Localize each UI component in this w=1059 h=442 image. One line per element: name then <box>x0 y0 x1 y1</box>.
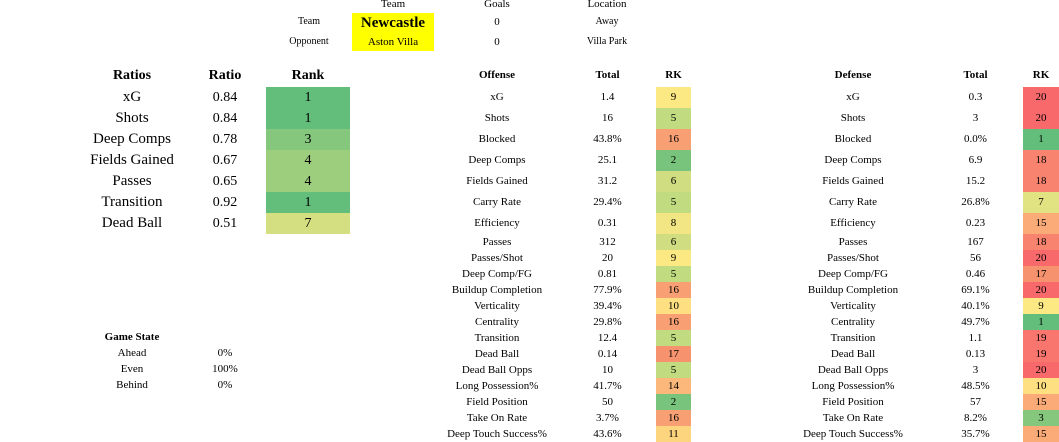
offense-row-label: Field Position <box>466 396 528 408</box>
offense-row-rank: 5 <box>656 330 691 346</box>
game-state-title: Game State <box>104 331 160 343</box>
offense-row-total: 10 <box>602 364 613 376</box>
team-goals: 0 <box>494 16 500 28</box>
defense-row-rank: 3 <box>1023 410 1059 426</box>
ratios-header: Ratios <box>112 68 152 83</box>
offense-row-total: 25.1 <box>597 154 618 166</box>
offense-row-total: 29.4% <box>593 196 622 208</box>
offense-row-rank: 16 <box>656 314 691 330</box>
defense-row-label: Efficiency <box>830 217 876 229</box>
defense-row-rank: 15 <box>1023 426 1059 442</box>
defense-row-total: 8.2% <box>964 412 987 424</box>
game-state-label: Behind <box>116 379 148 391</box>
offense-row-label: Centrality <box>475 316 519 328</box>
offense-row-total: 312 <box>599 236 616 248</box>
ratio-row-rank: 4 <box>266 150 350 171</box>
defense-row-label: Blocked <box>834 133 872 145</box>
offense-row-total: 0.31 <box>597 217 618 229</box>
team-label: Team <box>297 16 321 27</box>
defense-row-label: Centrality <box>831 316 875 328</box>
defense-row-total: 35.7% <box>961 428 990 440</box>
defense-row-rank: 18 <box>1023 171 1059 192</box>
ratio-row-rank: 1 <box>266 192 350 213</box>
ratio-row-label: Fields Gained <box>90 152 174 168</box>
defense-row-rank: 20 <box>1023 250 1059 266</box>
offense-row-total: 31.2 <box>597 175 618 187</box>
defense-row-label: Dead Ball Opps <box>817 364 889 376</box>
header-col-goals: Goals <box>484 0 510 10</box>
defense-row-rank: 10 <box>1023 378 1059 394</box>
offense-row-rank: 10 <box>656 298 691 314</box>
offense-row-total: 0.81 <box>597 268 618 280</box>
offense-row-label: xG <box>490 91 504 103</box>
defense-row-label: Take On Rate <box>822 412 884 424</box>
defense-row-label: Deep Comps <box>824 154 882 166</box>
defense-row-rank: 20 <box>1023 362 1059 378</box>
offense-row-total: 39.4% <box>593 300 622 312</box>
offense-total-header: Total <box>595 69 620 81</box>
offense-row-rank: 2 <box>656 394 691 410</box>
ratio-row-label: xG <box>122 89 142 105</box>
ratio-row-label: Transition <box>101 194 163 210</box>
offense-row-label: Deep Comps <box>468 154 526 166</box>
defense-row-rank: 1 <box>1023 314 1059 330</box>
defense-row-total: 167 <box>967 236 984 248</box>
defense-row-total: 0.23 <box>965 217 986 229</box>
ratio-row-label: Deep Comps <box>93 131 171 147</box>
offense-row-total: 3.7% <box>596 412 619 424</box>
defense-row-label: Long Possession% <box>811 380 895 392</box>
header-col-location: Location <box>587 0 627 10</box>
defense-row-label: Deep Comp/FG <box>818 268 888 280</box>
defense-row-total: 0.3 <box>968 91 983 103</box>
defense-row-label: Fields Gained <box>822 175 884 187</box>
defense-row-rank: 15 <box>1023 394 1059 410</box>
opponent-goals: 0 <box>494 36 500 48</box>
ratio-row-value: 0.78 <box>212 132 238 147</box>
defense-row-rank: 20 <box>1023 87 1059 108</box>
defense-row-total: 40.1% <box>961 300 990 312</box>
offense-row-label: Dead Ball Opps <box>461 364 533 376</box>
defense-row-total: 1.1 <box>968 332 983 344</box>
game-state-label: Even <box>120 363 144 375</box>
defense-row-total: 3 <box>972 364 979 376</box>
game-state-value: 0% <box>217 347 233 359</box>
team-name: Newcastle <box>352 13 434 33</box>
defense-row-total: 49.7% <box>961 316 990 328</box>
offense-row-label: Blocked <box>478 133 516 145</box>
defense-row-label: Carry Rate <box>829 196 877 208</box>
defense-total-header: Total <box>963 69 988 81</box>
defense-row-label: Passes <box>838 236 868 248</box>
defense-row-total: 3 <box>972 112 979 124</box>
rank-header: Rank <box>291 68 325 83</box>
offense-row-label: Passes/Shot <box>471 252 523 264</box>
offense-row-label: Passes <box>482 236 512 248</box>
offense-row-label: Dead Ball <box>474 348 520 360</box>
offense-row-label: Carry Rate <box>473 196 521 208</box>
defense-row-label: Buildup Completion <box>807 284 899 296</box>
offense-row-rank: 17 <box>656 346 691 362</box>
defense-row-total: 56 <box>970 252 981 264</box>
offense-row-rank: 5 <box>656 266 691 282</box>
offense-row-label: Verticality <box>474 300 520 312</box>
offense-row-total: 43.6% <box>593 428 622 440</box>
game-state-value: 0% <box>217 379 233 391</box>
defense-row-label: Field Position <box>822 396 884 408</box>
defense-row-rank: 9 <box>1023 298 1059 314</box>
ratio-row-value: 0.51 <box>212 216 238 231</box>
ratio-row-value: 0.84 <box>212 111 238 126</box>
defense-row-rank: 15 <box>1023 213 1059 234</box>
defense-row-total: 69.1% <box>961 284 990 296</box>
ratio-row-rank: 4 <box>266 171 350 192</box>
ratio-row-rank: 1 <box>266 108 350 129</box>
offense-row-rank: 6 <box>656 171 691 192</box>
defense-row-label: Dead Ball <box>830 348 876 360</box>
offense-row-label: Take On Rate <box>466 412 528 424</box>
offense-row-label: Transition <box>474 332 520 344</box>
game-state-value: 100% <box>212 363 238 375</box>
offense-row-total: 1.4 <box>600 91 615 103</box>
offense-row-total: 16 <box>602 112 613 124</box>
defense-row-rank: 7 <box>1023 192 1059 213</box>
offense-row-rank: 8 <box>656 213 691 234</box>
defense-row-total: 26.8% <box>961 196 990 208</box>
ratio-row-label: Shots <box>115 110 149 126</box>
ratio-row-rank: 7 <box>266 213 350 234</box>
offense-row-rank: 16 <box>656 129 691 150</box>
offense-row-rank: 6 <box>656 234 691 250</box>
defense-row-rank: 20 <box>1023 282 1059 298</box>
defense-row-rank: 19 <box>1023 346 1059 362</box>
defense-row-label: Deep Touch Success% <box>803 428 903 440</box>
ratio-header: Ratio <box>208 68 242 83</box>
offense-row-total: 29.8% <box>593 316 622 328</box>
offense-row-total: 12.4 <box>597 332 618 344</box>
offense-row-label: Deep Comp/FG <box>462 268 532 280</box>
offense-row-rank: 5 <box>656 362 691 378</box>
defense-row-rank: 20 <box>1023 108 1059 129</box>
opponent-label: Opponent <box>289 36 329 47</box>
offense-row-label: Buildup Completion <box>451 284 543 296</box>
offense-row-label: Deep Touch Success% <box>447 428 547 440</box>
offense-row-rank: 16 <box>656 282 691 298</box>
offense-row-label: Shots <box>484 112 510 124</box>
offense-row-total: 20 <box>602 252 613 264</box>
offense-row-label: Fields Gained <box>466 175 528 187</box>
ratio-row-value: 0.67 <box>212 153 238 168</box>
ratio-row-label: Passes <box>112 173 152 189</box>
defense-row-total: 0.13 <box>965 348 986 360</box>
game-state-label: Ahead <box>117 347 147 359</box>
offense-row-rank: 11 <box>656 426 691 442</box>
defense-row-rank: 18 <box>1023 150 1059 171</box>
defense-row-label: Verticality <box>830 300 876 312</box>
defense-rk-header: RK <box>1032 69 1050 81</box>
offense-row-rank: 16 <box>656 410 691 426</box>
defense-row-label: Shots <box>840 112 866 124</box>
defense-row-rank: 18 <box>1023 234 1059 250</box>
defense-row-total: 0.46 <box>965 268 986 280</box>
offense-row-rank: 2 <box>656 150 691 171</box>
team-location: Away <box>595 16 619 27</box>
offense-row-label: Long Possession% <box>455 380 539 392</box>
ratio-row-rank: 1 <box>266 87 350 108</box>
defense-row-label: Passes/Shot <box>827 252 879 264</box>
offense-row-total: 0.14 <box>597 348 618 360</box>
offense-row-total: 43.8% <box>593 133 622 145</box>
header-col-team: Team <box>380 0 406 10</box>
offense-row-rank: 5 <box>656 192 691 213</box>
opponent-name: Aston Villa <box>352 33 434 51</box>
offense-row-total: 41.7% <box>593 380 622 392</box>
ratio-row-rank: 3 <box>266 129 350 150</box>
defense-row-rank: 19 <box>1023 330 1059 346</box>
offense-row-label: Efficiency <box>474 217 520 229</box>
defense-row-total: 48.5% <box>961 380 990 392</box>
defense-row-total: 57 <box>970 396 981 408</box>
defense-row-total: 0.0% <box>964 133 987 145</box>
offense-rk-header: RK <box>665 69 682 81</box>
offense-row-rank: 5 <box>656 108 691 129</box>
defense-row-label: Transition <box>830 332 876 344</box>
ratio-row-value: 0.92 <box>212 195 238 210</box>
opponent-location: Villa Park <box>586 36 628 47</box>
defense-row-rank: 1 <box>1023 129 1059 150</box>
offense-row-rank: 9 <box>656 250 691 266</box>
defense-row-rank: 17 <box>1023 266 1059 282</box>
offense-row-rank: 14 <box>656 378 691 394</box>
defense-row-total: 6.9 <box>968 154 983 166</box>
offense-header: Offense <box>478 69 516 81</box>
offense-row-total: 50 <box>602 396 613 408</box>
offense-row-total: 77.9% <box>593 284 622 296</box>
ratio-row-value: 0.84 <box>212 90 238 105</box>
defense-row-label: xG <box>846 91 860 103</box>
defense-row-total: 15.2 <box>965 175 986 187</box>
defense-header: Defense <box>834 69 872 81</box>
ratio-row-value: 0.65 <box>212 174 238 189</box>
offense-row-rank: 9 <box>656 87 691 108</box>
ratio-row-label: Dead Ball <box>101 215 163 231</box>
